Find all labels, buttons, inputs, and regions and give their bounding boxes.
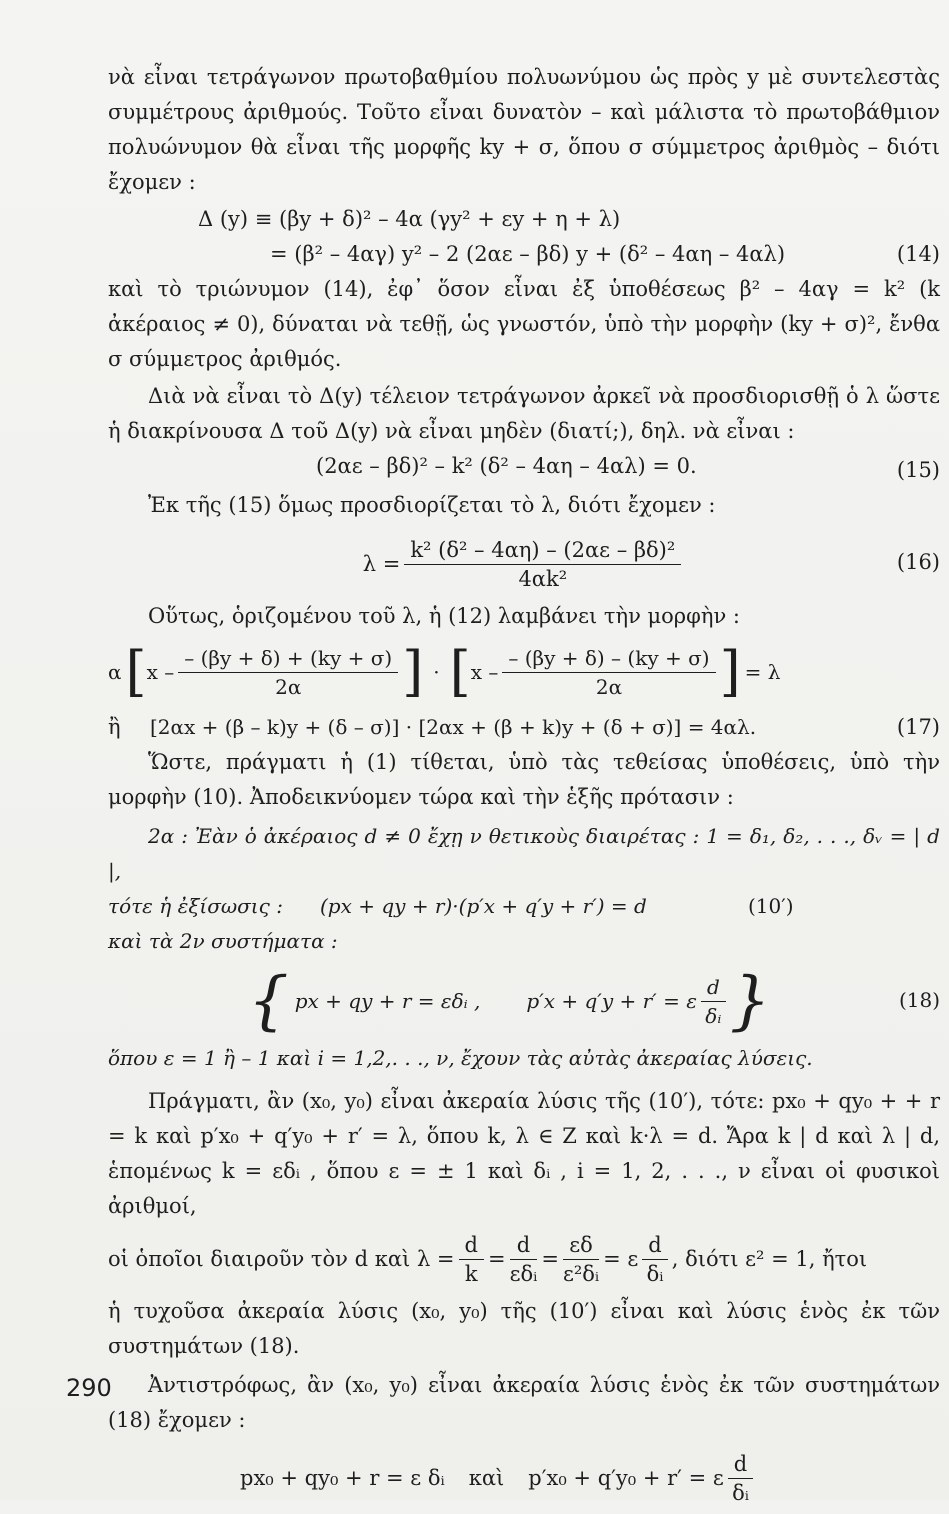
product-dot: · — [433, 659, 440, 684]
equation-17-line — [108, 710, 940, 745]
p7-equals-epsilon: = ε — [603, 1246, 639, 1271]
system-left-equation: px + qy + r = εδᵢ , — [294, 988, 481, 1013]
final-fraction-numerator: d — [728, 1450, 753, 1479]
equation-number-18: (18) — [898, 988, 940, 1012]
equation-16-denominator: 4αk² — [518, 566, 568, 591]
equation-delta-2: = (β² – 4αγ) y² – 2 (2αε – βδ) y + (δ² – 4αη – 4αλ) — [270, 242, 786, 266]
equation-delta-line2 — [108, 237, 940, 272]
equation-10-prime: (px + qy + r)·(p′x + q′y + r′) = d — [320, 894, 647, 918]
equals-lambda: = λ — [744, 659, 781, 684]
p7-fraction-4-numerator: d — [642, 1231, 667, 1260]
system-right-equation: p′x + q′y + r′ = ε — [526, 988, 697, 1013]
equation-12-form — [108, 636, 940, 708]
final-right-equation: p′x₀ + q′y₀ + r′ = ε — [528, 1465, 724, 1490]
proposition-line-3: καὶ τὰ 2ν συστήματα : — [108, 929, 338, 953]
system-fraction — [701, 973, 726, 1030]
equation-17: [2αx + (β – k)y + (δ – σ)] · [2αx + (β + k)y + (δ + σ)] = 4αλ. — [150, 715, 757, 739]
proposition-line-2 — [108, 889, 940, 924]
fraction-2-numerator: – (βy + δ) – (ky + σ) — [502, 644, 715, 673]
left-bracket-2: [ — [449, 640, 471, 703]
p7-fraction-line-end: , διότι ε² = 1, ἤτοι — [671, 1246, 868, 1271]
paragraph-4: Ἐκ τῆς (15) ὅμως προσδιορίζεται τὸ λ, διότι ἔχομεν : — [148, 493, 716, 517]
left-brace: { — [248, 964, 289, 1038]
equation-number-15: (15) — [896, 458, 940, 482]
page-number: 290 — [66, 1374, 112, 1402]
final-and-word: καὶ — [468, 1465, 505, 1490]
fraction-2-denominator: 2α — [595, 674, 623, 699]
paragraph-5: Οὕτως, ὁριζομένου τοῦ λ, ἡ (12) λαμβάνει τὴν μορφὴν : — [148, 604, 740, 628]
system-18 — [108, 961, 940, 1041]
alpha-factor: α — [108, 659, 122, 684]
proposition-then: τότε ἡ ἐξίσωσις : — [108, 894, 283, 918]
paragraph-1: νὰ εἶναι τετράγωνον πρωτοβαθμίου πολυωνύμου ὡς πρὸς y μὲ συντελεστὰς συμμέτρους ἀριθμούς. Τοῦτο εἶναι δυνατὸν – καὶ μάλιστα τὸ πρωτοβάθμιον πολυώνυμον θὰ εἶναι τῆς μορφῆς ky + σ, ὅπου σ σύμμετρος ἀριθμὸς – διότι ἔχομεν : — [108, 65, 940, 194]
p7-fraction-3 — [563, 1231, 599, 1288]
fraction-1-denominator: 2α — [275, 674, 302, 699]
equation-16-numerator: k² (δ² – 4αη) – (2αε – βδ)² — [404, 536, 681, 565]
equation-16-line — [108, 529, 940, 599]
left-bracket-1: [ — [125, 640, 147, 703]
final-fraction-denominator: δᵢ — [732, 1480, 749, 1505]
fraction-1 — [178, 644, 398, 701]
paragraph-6: Ὥστε, πράγματι ἡ (1) τίθεται, ὑπὸ τὰς τεθείσας ὑποθέσεις, ὑπὸ τὴν μορφὴν (10). Ἀποδεικνύομεν τώρα καὶ τὴν ἑξῆς πρότασιν : — [108, 750, 940, 809]
equation-16-fraction — [404, 536, 681, 593]
paragraph-3: Διὰ νὰ εἶναι τὸ Δ(y) τέλειον τετράγωνον ἀρκεῖ νὰ προσδιορισθῇ ὁ λ ὥστε ἡ διακρίνουσα Δ τοῦ Δ(y) νὰ εἶναι μηδὲν (διατί;), δηλ. νὰ εἶναι : — [108, 384, 940, 443]
right-bracket-2: ] — [719, 640, 741, 703]
right-bracket-1: ] — [402, 640, 424, 703]
paragraph-7: Πράγματι, ἂν (x₀, y₀) εἶναι ἀκεραία λύσις τῆς (10′), τότε: px₀ + qy₀ + + r = k καὶ p′x₀ + q′y₀ + r′ = λ, ὅπου k, λ ∈ Z καὶ k·λ = d. Ἄρα k | d καὶ λ | d, ἑπομένως k = εδᵢ , ὅπου ε = ± 1 καὶ δᵢ , i = 1, 2, . . ., ν εἶναι οἱ φυσικοὶ ἀριθμοί, — [108, 1089, 940, 1218]
page-text — [108, 60, 940, 1514]
p7-fraction-1 — [459, 1231, 484, 1288]
p7-fraction-2-denominator: εδᵢ — [509, 1261, 538, 1286]
x-minus-1: x – — [146, 659, 175, 684]
p7-fraction-line-start: οἱ ὁποῖοι διαιροῦν τὸν d καὶ λ = — [108, 1246, 455, 1271]
or-word: ἢ — [108, 715, 121, 739]
equation-delta-line1 — [108, 202, 940, 237]
p7-fraction-2 — [510, 1231, 538, 1288]
equation-delta-1: Δ (y) ≡ (βy + δ)² – 4α (γy² + εy + η + λ) — [198, 207, 621, 231]
final-fraction — [728, 1450, 753, 1507]
system-fraction-numerator: d — [701, 973, 726, 1002]
equation-number-14: (14) — [896, 242, 940, 266]
proposition-line-1: 2α : Ἐὰν ὁ ἀκέραιος d ≠ 0 ἔχῃ ν θετικοὺς διαιρέτας : 1 = δ₁, δ₂, . . ., δᵥ = | d |, — [108, 824, 940, 883]
p7-fraction-4-denominator: δᵢ — [646, 1261, 664, 1286]
equation-number-10-prime: (10′) — [748, 894, 794, 918]
equation-number-17: (17) — [896, 715, 940, 739]
paragraph-7-fraction-line: οἱ ὁποῖοι διαιροῦν τὸν d καὶ λ = $\frac{d}{k}$ = $\frac{d}{\text{εδᵢ}}$ = $\frac{\varepsilon\delta}{\text{ε²δᵢ}}$ = ε $\frac{d}{\text{δᵢ}}$ , διότι ε² = 1, ἤτοι — [108, 1232, 868, 1286]
paragraph-7-end: ἡ τυχοῦσα ἀκεραία λύσις (x₀, y₀) τῆς (10′) εἶναι καὶ λύσις ἑνὸς ἐκ τῶν συστημάτων (18). — [108, 1299, 940, 1358]
paragraph-8: Ἀντιστρόφως, ἂν (x₀, y₀) εἶναι ἀκεραία λύσις ἑνὸς ἐκ τῶν συστημάτων (18) ἔχομεν : — [108, 1373, 940, 1432]
x-minus-2: x – — [470, 659, 499, 684]
equation-16-lhs: λ = — [362, 551, 401, 576]
equation-15-line — [108, 449, 940, 484]
fraction-2 — [502, 644, 715, 701]
final-left-equation: px₀ + qy₀ + r = ε δᵢ — [240, 1465, 445, 1490]
fraction-1-numerator: – (βy + δ) + (ky + σ) — [178, 644, 398, 673]
p7-fraction-2-numerator: d — [510, 1231, 538, 1260]
equation-15: (2αε – βδ)² – k² (δ² – 4αη – 4αλ) = 0. — [316, 454, 697, 478]
paragraph-2: καὶ τὸ τριώνυμον (14), ἐφ᾽ ὅσον εἶναι ἐξ ὑποθέσεως β² – 4αγ = k² (k ἀκέραιος ≠ 0), δύναται νὰ τεθῇ, ὡς γνωστόν, ὑπὸ τὴν μορφὴν (ky + σ)², ἔνθα σ σύμμετρος ἀριθμός. — [108, 277, 940, 371]
p7-fraction-1-numerator: d — [459, 1231, 484, 1260]
proposition-line-4: ὅπου ε = 1 ἢ – 1 καὶ i = 1,2,. . ., ν, ἔχουν τὰς αὐτὰς ἀκεραίας λύσεις. — [108, 1046, 813, 1070]
system-fraction-denominator: δᵢ — [705, 1003, 722, 1028]
p7-fraction-3-denominator: ε²δᵢ — [562, 1261, 600, 1286]
right-brace: } — [729, 964, 771, 1038]
p7-fraction-4 — [642, 1231, 667, 1288]
p7-fraction-1-denominator: k — [464, 1261, 478, 1286]
equation-number-16: (16) — [896, 550, 940, 574]
final-equations — [108, 1442, 940, 1514]
p7-fraction-3-numerator: εδ — [563, 1231, 599, 1260]
